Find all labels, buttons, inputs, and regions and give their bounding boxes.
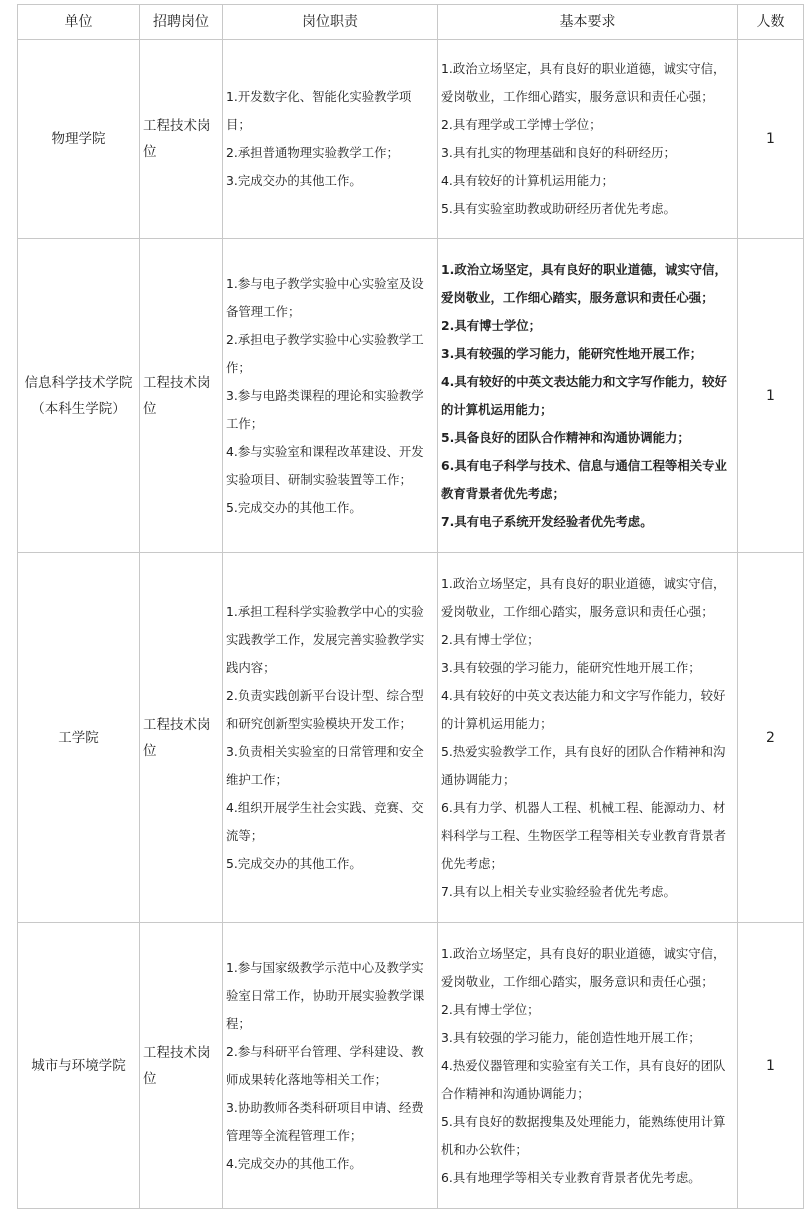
duty-item: 2.参与科研平台管理、学科建设、教师成果转化落地等相关工作； [226,1043,424,1087]
count-cell: 1 [738,923,804,1209]
duty-item: 3.完成交办的其他工作。 [226,173,362,188]
header-count: 人数 [738,5,804,40]
requirements-cell [438,239,738,553]
requirements-cell [438,40,738,239]
header-unit: 单位 [18,5,140,40]
duty-item: 1.开发数字化、智能化实验教学项目； [226,89,412,132]
requirement-item: 4.热爱仪器管理和实验室有关工作，具有良好的团队合作精神和沟通协调能力； [441,1057,726,1101]
requirement-item: 4.具有较好的中英文表达能力和文字写作能力，较好的计算机运用能力； [441,373,727,417]
requirements-cell [438,923,738,1209]
requirements-cell [438,553,738,923]
count-cell: 2 [738,553,804,923]
requirement-item: 2.具有博士学位； [441,317,542,333]
unit-cell: 工学院 [18,553,140,923]
post-cell: 工程技术岗位 [140,239,223,553]
requirement-item: 6.具有电子科学与技术、信息与通信工程等相关专业教育背景者优先考虑； [441,457,727,501]
post-cell: 工程技术岗位 [140,40,223,239]
requirement-item: 5.具有实验室助教或助研经历者优先考虑。 [441,201,676,216]
duties-cell [223,923,438,1209]
duty-item: 2.承担电子教学实验中心实验教学工作； [226,331,424,375]
unit-cell: 信息科学技术学院（本科生学院） [18,239,140,553]
duty-item: 4.组织开展学生社会实践、竞赛、交流等； [226,799,424,843]
requirement-item: 3.具有较强的学习能力，能创造性地开展工作； [441,1029,701,1045]
duty-item: 5.完成交办的其他工作。 [226,855,362,871]
duty-item: 2.承担普通物理实验教学工作； [226,145,399,160]
requirement-item: 3.具有较强的学习能力，能研究性地开展工作； [441,659,701,675]
requirement-item: 1.政治立场坚定，具有良好的职业道德，诚实守信，爱岗敬业，工作细心踏实，服务意识和责任心强； [441,61,726,104]
requirement-item: 4.具有较好的中英文表达能力和文字写作能力，较好的计算机运用能力； [441,687,726,731]
duty-item: 1.参与国家级教学示范中心及教学实验室日常工作，协助开展实验教学课程； [226,959,425,1031]
recruitment-table [17,4,804,1209]
requirement-item: 4.具有较好的计算机运用能力； [441,173,614,188]
duty-item: 3.负责相关实验室的日常管理和安全维护工作； [226,743,424,787]
duty-item: 1.参与电子教学实验中心实验室及设备管理工作； [226,275,424,319]
header-duties: 岗位职责 [223,5,438,40]
duty-item: 2.负责实践创新平台设计型、综合型和研究创新型实验模块开发工作； [226,687,424,731]
requirement-item: 2.具有博士学位； [441,631,540,647]
table-row [18,239,804,553]
duty-item: 1.承担工程科学实验教学中心的实验实践教学工作，发展完善实验教学实践内容； [226,603,425,675]
count-cell: 1 [738,40,804,239]
requirement-item: 7.具有电子系统开发经验者优先考虑。 [441,513,653,529]
duties-cell [223,40,438,239]
header-post: 招聘岗位 [140,5,223,40]
requirement-item: 5.热爱实验教学工作，具有良好的团队合作精神和沟通协调能力； [441,743,726,787]
duty-item: 3.协助教师各类科研项目申请、经费管理等全流程管理工作； [226,1099,424,1143]
requirement-item: 3.具有扎实的物理基础和良好的科研经历； [441,145,676,160]
requirement-item: 2.具有理学或工学博士学位； [441,117,602,132]
duty-item: 4.完成交办的其他工作。 [226,1155,362,1171]
requirement-item: 7.具有以上相关专业实验经验者优先考虑。 [441,883,676,899]
requirement-item: 6.具有地理学等相关专业教育背景者优先考虑。 [441,1169,701,1185]
requirement-item: 5.具备良好的团队合作精神和沟通协调能力； [441,429,690,445]
requirement-item: 1.政治立场坚定，具有良好的职业道德，诚实守信，爱岗敬业，工作细心踏实，服务意识和责任心强； [441,945,726,989]
post-cell: 工程技术岗位 [140,553,223,923]
unit-cell: 城市与环境学院 [18,923,140,1209]
header-row [18,5,804,40]
post-cell: 工程技术岗位 [140,923,223,1209]
table-row [18,553,804,923]
header-requirements: 基本要求 [438,5,738,40]
requirement-item: 2.具有博士学位； [441,1001,540,1017]
requirement-item: 1.政治立场坚定，具有良好的职业道德，诚实守信，爱岗敬业，工作细心踏实，服务意识和责任心强； [441,261,727,305]
requirement-item: 3.具有较强的学习能力，能研究性地开展工作； [441,345,703,361]
table-row [18,923,804,1209]
requirement-item: 6.具有力学、机器人工程、机械工程、能源动力、材料科学与工程、生物医学工程等相关专业教育背景者优先考虑； [441,799,726,871]
duty-item: 3.参与电路类课程的理论和实验教学工作； [226,387,424,431]
requirement-item: 5.具有良好的数据搜集及处理能力，能熟练使用计算机和办公软件； [441,1113,726,1157]
duty-item: 5.完成交办的其他工作。 [226,499,362,515]
duty-item: 4.参与实验室和课程改革建设、开发实验项目、研制实验装置等工作； [226,443,424,487]
count-cell: 1 [738,239,804,553]
duties-cell [223,553,438,923]
duties-cell [223,239,438,553]
table-row [18,40,804,239]
unit-cell: 物理学院 [18,40,140,239]
requirement-item: 1.政治立场坚定，具有良好的职业道德，诚实守信，爱岗敬业，工作细心踏实，服务意识和责任心强； [441,575,726,619]
